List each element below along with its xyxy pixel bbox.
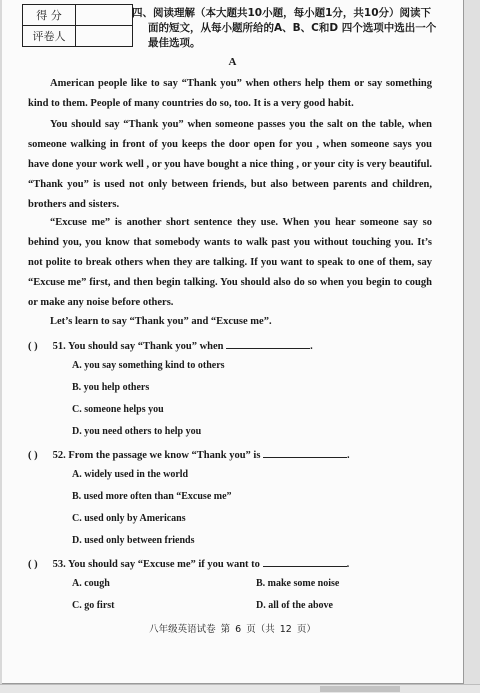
option-52-c[interactable]: C. used only by Americans: [72, 513, 186, 524]
option-53-c[interactable]: C. go first: [72, 600, 115, 611]
section-line-2: 面的短文，从每小题所给的A、B、C和D 四个选项中选出一个: [148, 22, 437, 34]
option-51-b[interactable]: B. you help others: [72, 382, 150, 393]
question-stem: 51. You should say “Thank you” when: [52, 341, 224, 352]
question-end: .: [310, 341, 313, 352]
passage-paragraph-1: American people like to say “Thank you” when others help them or say something kind to them. People of many countries do so, too. It is a very good habit.: [28, 78, 432, 109]
option-53-d[interactable]: D. all of the above: [256, 600, 333, 611]
page-footer: 八年级英语试卷 第 6 页（共 12 页）: [149, 624, 316, 635]
answer-paren[interactable]: ( ): [28, 341, 38, 352]
option-53-a[interactable]: A. cough: [72, 578, 110, 589]
question-52: [28, 447, 350, 461]
question-51: [28, 338, 313, 352]
section-line-1: 四、阅读理解（本大题共10小题，每小题1分，共10分）阅读下: [132, 7, 432, 19]
vertical-scrollbar[interactable]: [464, 0, 480, 684]
question-stem: 52. From the passage we know “Thank you” is: [52, 450, 261, 461]
answer-paren[interactable]: ( ): [28, 450, 38, 461]
score-label: 得 分: [23, 5, 76, 26]
grader-cell[interactable]: [76, 26, 133, 47]
score-box: [22, 4, 133, 47]
option-52-b[interactable]: B. used more often than “Excuse me”: [72, 491, 232, 502]
document-page: [2, 0, 464, 684]
option-52-a[interactable]: A. widely used in the world: [72, 469, 189, 480]
passage-paragraph-2: You should say “Thank you” when someone passes you the salt on the table, when someone walking in front of you keeps the door open for you , when someone says you have done your work well , or you have bought a nice thing , or your city is very beautiful. “Thank you” is used not only between friends, but also between parents and children, brothers and sisters.: [28, 119, 432, 210]
option-51-c[interactable]: C. someone helps you: [72, 404, 164, 415]
grader-label: 评卷人: [23, 26, 76, 47]
option-52-d[interactable]: D. used only between friends: [72, 535, 195, 546]
option-53-b[interactable]: B. make some noise: [256, 578, 340, 589]
answer-paren[interactable]: ( ): [28, 559, 38, 570]
answer-blank[interactable]: [226, 338, 310, 349]
answer-blank[interactable]: [263, 447, 347, 458]
score-cell[interactable]: [76, 5, 133, 26]
passage-paragraph-4: Let’s learn to say “Thank you” and “Excuse me”.: [50, 316, 272, 327]
passage-paragraph-3: “Excuse me” is another short sentence they use. When you hear someone say so behind you, you know that somebody wants to walk past you without touching you. It’s not polite to break others when they are talking. If you want to speak to one of them, say “Excuse me” first, and then begin talking. You should also do so when you begin to cough or make any noise before others.: [28, 217, 432, 308]
question-53: [28, 556, 349, 570]
option-51-a[interactable]: A. you say something kind to others: [72, 360, 225, 371]
question-stem: 53. You should say “Excuse me” if you want to: [52, 559, 260, 570]
option-51-d[interactable]: D. you need others to help you: [72, 426, 202, 437]
question-end: .: [346, 559, 350, 570]
section-line-3: 最佳选项。: [148, 37, 201, 49]
answer-blank[interactable]: [263, 556, 347, 567]
section-instructions: [132, 6, 444, 51]
passage-label: A: [228, 56, 237, 68]
question-end: .: [347, 450, 350, 461]
scrollbar-thumb[interactable]: [320, 686, 400, 692]
